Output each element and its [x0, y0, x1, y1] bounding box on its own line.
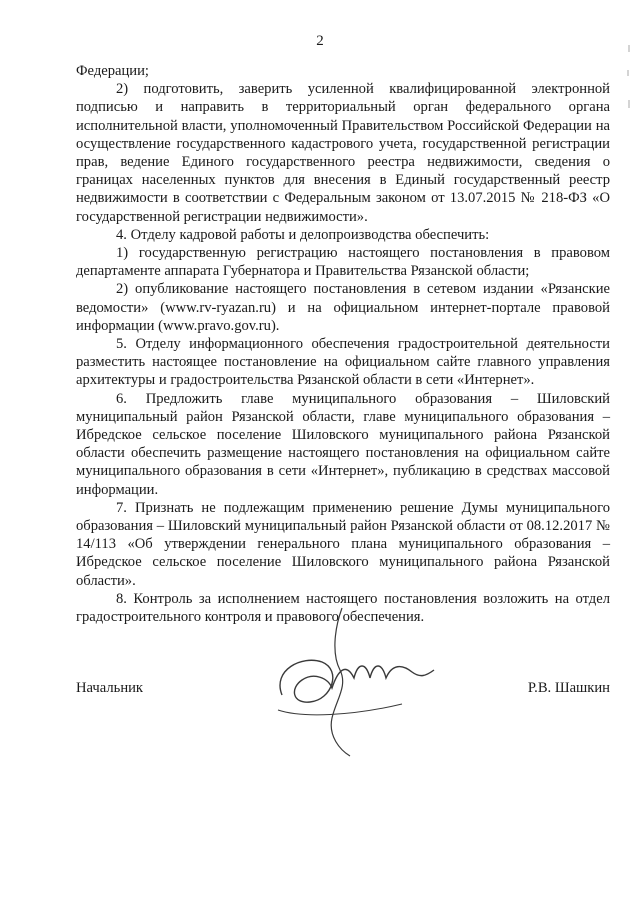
signer-name: Р.В. Шашкин — [527, 680, 610, 696]
document-body — [76, 62, 610, 626]
paragraph-item-5: 5. Отделу информационного обеспечения градостроительной деятельности разместить настоящее постановление на официальном сайте главного управления архитектуры и градостроительства Рязанской области в сети «Интернет». — [76, 336, 610, 389]
paragraph-continuation: Федерации; — [76, 63, 149, 79]
margin-scan-marks — [622, 40, 636, 130]
paragraph-item-6: 6. Предложить главе муниципального образования – Шиловский муниципальный район Рязанской области, главе муниципального образования – Ибредское сельское поселение Шиловского муниципального района Рязанской области обеспечить размещение настоящего постановления на официальном сайте муниципального образования в сети «Интернет», публикацию в средствах массовой информации. — [76, 390, 610, 498]
position-title: Начальник — [76, 680, 144, 696]
paragraph-item-3-2: 2) подготовить, заверить усиленной квалифицированной электронной подписью и направить в территориальный орган федерального органа исполнительной власти, уполномоченный Правительством Российской Федерации на осуществление государственного кадастрового учета, государственной регистрации прав, ведение Единого государственного реестра недвижимости, сведения о границах населенных пунктов для внесения в Единый государственный реестр недвижимости в соответствии с Федеральным законом от 13.07.2015 № 218-ФЗ «О государственной регистрации недвижимости». — [76, 81, 610, 225]
paragraph-item-7: 7. Признать не подлежащим применению решение Думы муниципального образования – Шиловский муниципальный район Рязанской области от 08.12.2017 № 14/113 «Об утверждении генерального плана муниципального образования – Ибредское сельское поселение Шиловского муниципального района Рязанской области». — [76, 499, 610, 589]
paragraph-item-4-2: 2) опубликование настоящего постановления в сетевом издании «Рязанские ведомости» (www.rv-ryazan.ru) и на официальном интернет-портале правовой информации (www.pravo.gov.ru). — [76, 281, 610, 334]
paragraph-item-8: 8. Контроль за исполнением настоящего постановления возложить на отдел градостроительного контроля и правового обеспечения. — [76, 590, 610, 626]
paragraph-item-4-1: 1) государственную регистрацию настоящего постановления в правовом департаменте аппарата Губернатора и Правительства Рязанской области; — [76, 245, 610, 280]
paragraph-item-4: 4. Отделу кадровой работы и делопроизводства обеспечить: — [116, 226, 490, 243]
page-number: 2 — [316, 33, 324, 49]
signature-row — [76, 680, 610, 700]
